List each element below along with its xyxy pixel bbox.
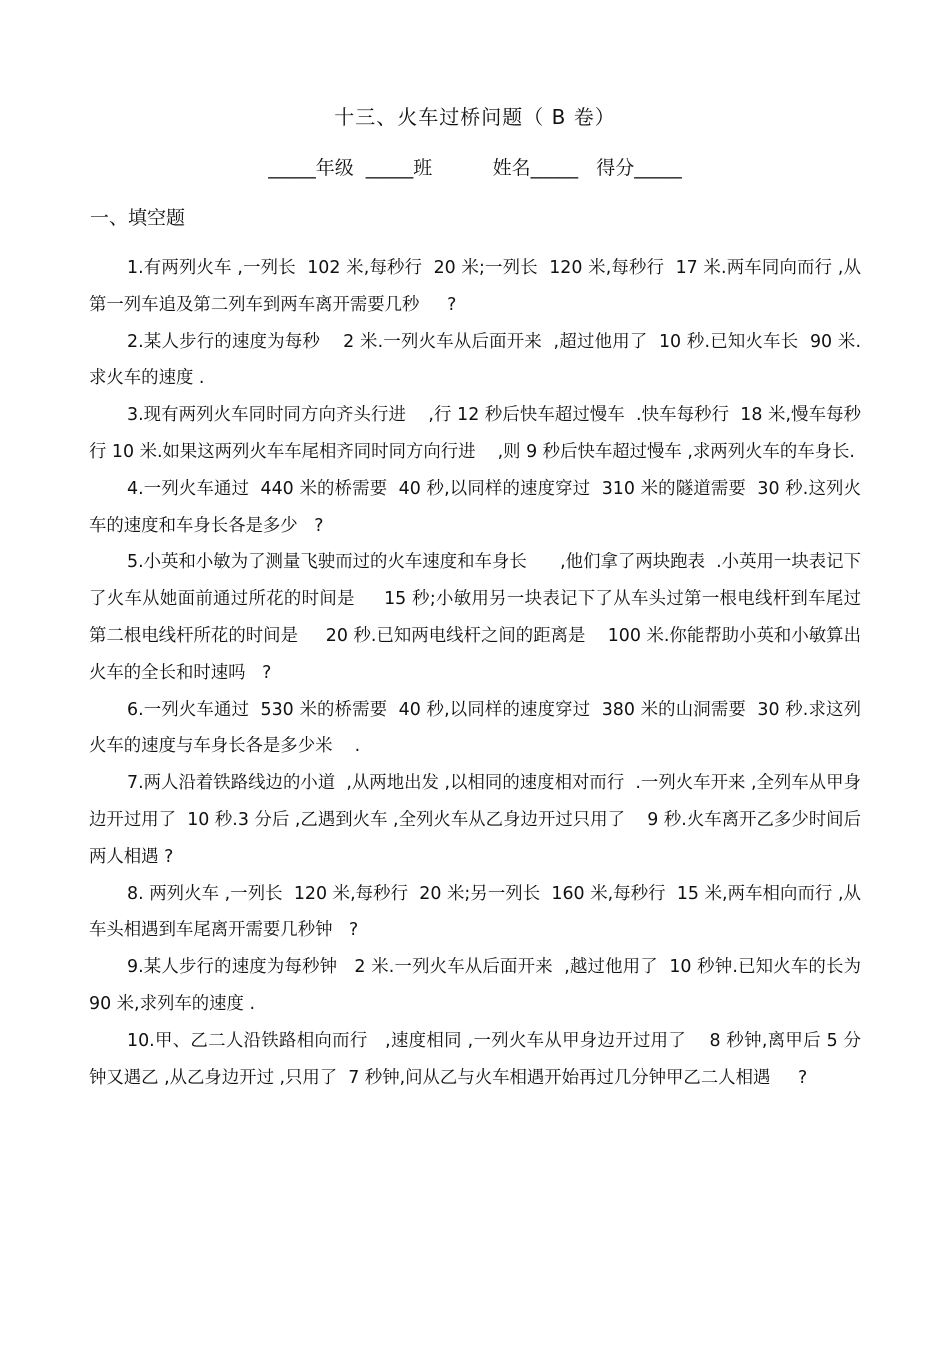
student-info-line: _____年级 _____班 姓名_____ 得分_____ bbox=[268, 157, 682, 179]
question-4: 4.一列火车通过 440 米的桥需要 40 秒,以同样的速度穿过 310 米的隧道需要 30 秒.这列火车的速度和车身长各是多少 ? bbox=[89, 478, 861, 536]
question-list bbox=[89, 250, 867, 1096]
question-5: 5.小英和小敏为了测量飞驶而过的火车速度和车身长 ,他们拿了两块跑表 .小英用一块表记下了火车从她面前通过所花的时间是 15 秒;小敏用另一块表记下了从车头过第一根电线杆到车尾过第二根电线杆所花的时间是 20 秒.已知两电线杆之间的距离是 100 米.你能帮助小英和小敏算出火车的全长和时速吗 ? bbox=[89, 552, 861, 683]
question-2: 2.某人步行的速度为每秒 2 米.一列火车从后面开来 ,超过他用了 10 秒.已知火车长 90 米.求火车的速度 . bbox=[89, 331, 861, 389]
question-3: 3.现有两列火车同时同方向齐头行进 ,行 12 秒后快车超过慢车 .快车每秒行 18 米,慢车每秒行 10 米.如果这两列火车车尾相齐同时同方向行进 ,则 9 秒后快车超过慢车 ,求两列火车的车身长. bbox=[89, 405, 861, 462]
page-title: 十三、火车过桥问题（ B 卷） bbox=[334, 105, 616, 129]
question-8: 8. 两列火车 ,一列长 120 米,每秒行 20 米;另一列长 160 米,每秒行 15 米,两车相向而行 ,从车头相遇到车尾离开需要几秒钟 ? bbox=[89, 883, 861, 941]
section-heading: 一、填空题 bbox=[90, 207, 186, 229]
question-1: 1.有两列火车 ,一列长 102 米,每秒行 20 米;一列长 120 米,每秒行 17 米.两车同向而行 ,从第一列车追及第二列车到两车离开需要几秒 ? bbox=[89, 258, 861, 315]
question-7: 7.两人沿着铁路线边的小道 ,从两地出发 ,以相同的速度相对而行 .一列火车开来 ,全列车从甲身边开过用了 10 秒.3 分后 ,乙遇到火车 ,全列火车从乙身边开过只用了 9 秒.火车离开乙多少时间后两人相遇 ? bbox=[89, 773, 861, 867]
question-9: 9.某人步行的速度为每秒钟 2 米.一列火车从后面开来 ,越过他用了 10 秒钟.已知火车的长为 90 米,求列车的速度 . bbox=[89, 957, 867, 1014]
question-6: 6.一列火车通过 530 米的桥需要 40 秒,以同样的速度穿过 380 米的山洞需要 30 秒.求这列火车的速度与车身长各是多少米 . bbox=[89, 699, 861, 757]
question-10: 10.甲、乙二人沿铁路相向而行 ,速度相同 ,一列火车从甲身边开过用了 8 秒钟,离甲后 5 分钟又遇乙 ,从乙身边开过 ,只用了 7 秒钟,问从乙与火车相遇开始再过几分钟甲乙二人相遇 ? bbox=[89, 1030, 861, 1088]
